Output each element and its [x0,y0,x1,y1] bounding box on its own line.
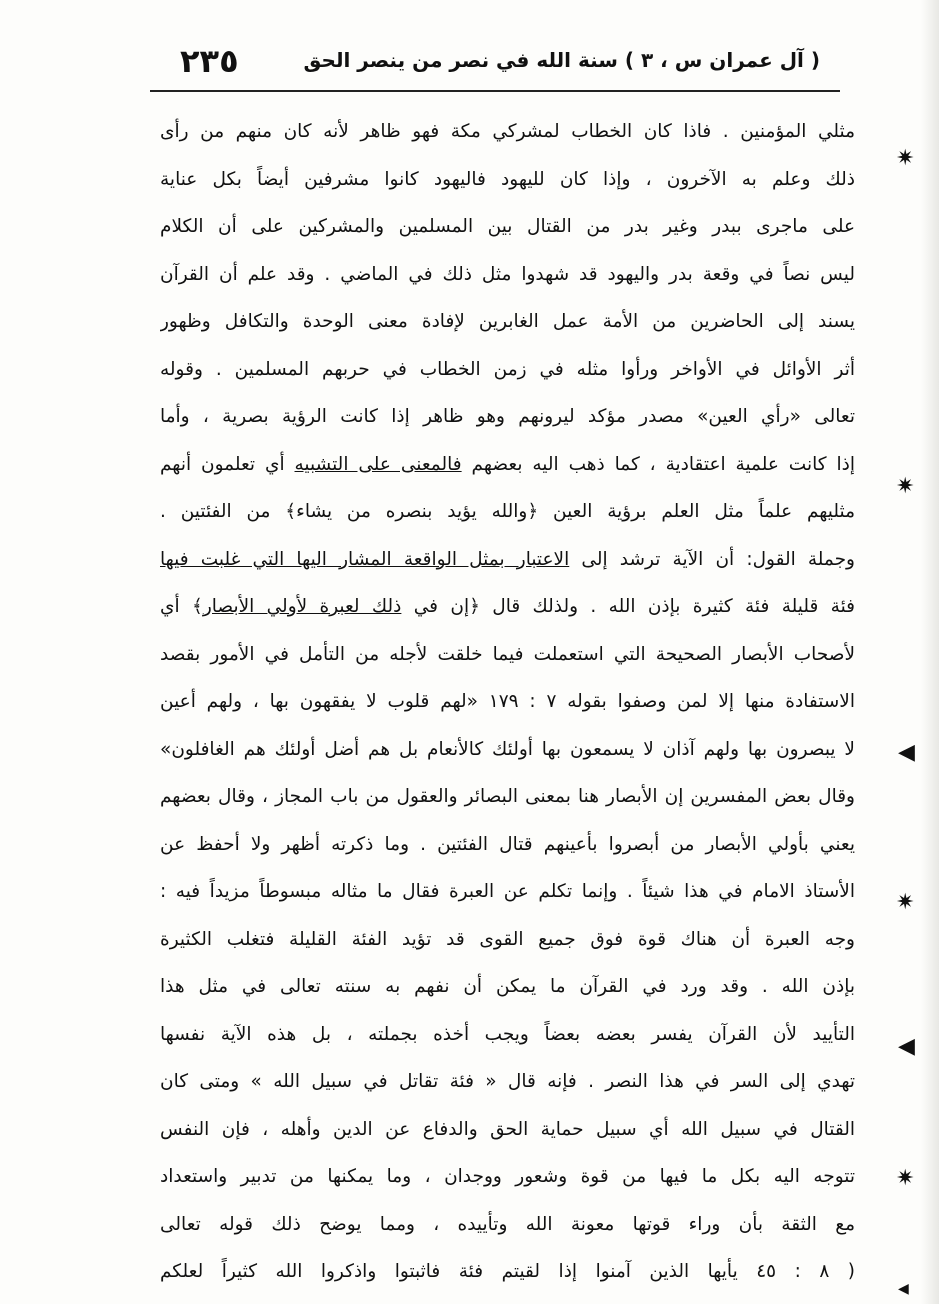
text-line-24: مع الثقة بأن وراء قوتها معونة الله وتأييده ، ومما يوضح ذلك قوله تعالى [160,1213,855,1235]
text-line-5: يسند إلى الحاضرين من الأمة عمل الغابرين لإفادة معنى الوحدة والتكافل وظهور [160,311,855,332]
text-line-10: وجملة القول: أن الآية ترشد إلى الاعتبار بمثل الواقعة المشار اليها التي غلبت فيها [160,548,855,570]
text-line-8: إذا كانت علمية اعتقادية ، كما ذهب اليه بعضهم فالمعنى على التشبيه أي تعلمون أنهم [160,453,855,475]
text-line-4: ليس نصاً في وقعة بدر واليهود قد شهدوا مثل ذلك في الماضي . وقد علم أن القرآن [160,263,855,285]
star-mark: ✷ [896,474,915,499]
underlined-phrase: ذلك لعبرة لأولي الأبصار [202,596,402,617]
underlined-phrase: الاعتبار بمثل الواقعة المشار اليها التي غلبت فيها [160,548,570,570]
text-line-16: يعني بأولي الأبصار من أبصروا بأعينهم قتال الفئتين . وما ذكرته أظهر ولا أحفظ عن [160,833,855,855]
text-line-14: لا يبصرون بها ولهم آذان لا يسمعون بها أولئك كالأنعام بل هم أضل أولئك هم الغافلون» [160,738,855,760]
text-line-20: التأييد لأن القرآن يفسر بعضه بعضاً ويجب أخذه بجملته ، بل هذه الآية نفسها [160,1023,855,1045]
text-line-7: تعالى «رأي العين» مصدر مؤكد ليرونهم وهو ظاهر إذا كانت الرؤية بصرية ، وأما [160,406,855,427]
scan-edge-shadow [921,0,939,1304]
underlined-phrase: فالمعنى على التشبيه [294,453,462,475]
text-line-11: فئة قليلة فئة كثيرة بإذن الله . ولذلك قال ﴿إن في ذلك لعبرة لأولي الأبصار﴾ أي [160,596,855,617]
text-line-19: بإذن الله . وقد ورد في القرآن ما يمكن أن نفهم به سنته تعالى في مثل هذا [160,976,855,997]
text-line-6: أثر الأوائل في الأواخر ورأوا مثله في زمن الخطاب في حربهم المسلمين . وقوله [160,358,855,380]
page-number: ٢٣٥ [180,42,239,80]
header-rule [150,90,840,92]
text-line-12: لأصحاب الأبصار الصحيحة التي استعملت فيما خلقت لأجله من التأمل في الأمور بقصد [160,643,855,665]
text-line-25: ( ٨ : ٤٥ يأيها الذين آمنوا إذا لقيتم فئة فاثبتوا واذكروا الله كثيراً لعلكم [160,1261,855,1282]
text-line-23: تتوجه اليه بكل ما فيها من قوة وشعور ووجدان ، وما يمكنها من تدبير واستعداد [160,1166,855,1187]
text-line-13: الاستفادة منها إلا لمن وصفوا بقوله ٧ : ١٧٩ «لهم قلوب لا يفقهون بها ، ولهم أعين [160,691,855,712]
arrow-mark: ◀ [898,1281,909,1297]
text-line-15: وقال بعض المفسرين إن الأبصار هنا بمعنى البصائر والعقول من باب المجاز ، وقال بعضهم [160,786,855,807]
text-line-21: تهدي إلى السر في هذا النصر . فإنه قال « فئة تقاتل في سبيل الله » ومتى كان [160,1071,855,1092]
text-line-9: مثليهم علماً مثل العلم برؤية العين ﴿والله يؤيد بنصره من يشاء﴾ من الفئتين . [160,501,855,522]
text-line-1: مثلي المؤمنين . فاذا كان الخطاب لمشركي مكة فهو ظاهر لأنه كان منهم من رأى [160,121,855,142]
arrow-mark: ◀ [898,740,915,765]
running-title: ( آل عمران س ، ٣ ) سنة الله في نصر من ينصر الحق [303,48,820,72]
arrow-mark: ◀ [898,1034,915,1059]
text-line-3: على ماجرى ببدر وغير بدر من القتال بين المسلمين والمشركين على أن الكلام [160,216,855,237]
text-line-18: وجه العبرة أن هناك قوة فوق جميع القوى قد تؤيد الفئة القليلة فتغلب الكثيرة [160,928,855,950]
star-mark: ✷ [896,1166,915,1191]
star-mark: ✷ [896,890,915,915]
text-line-2: ذلك وعلم به الآخرون ، وإذا كان لليهود فاليهود كانوا مشرفين أيضاً بكل عناية [160,168,855,190]
star-mark: ✷ [896,146,915,171]
text-line-17: الأستاذ الامام في هذا شيئاً . وإنما تكلم عن العبرة فقال ما مثاله مبسوطاً مزيداً فيه : [160,881,855,902]
text-line-22: القتال في سبيل الله أي سبيل حماية الحق والدفاع عن الدين وأهله ، فإن النفس [160,1118,855,1140]
page-header [150,40,840,88]
body-text [160,108,855,1296]
